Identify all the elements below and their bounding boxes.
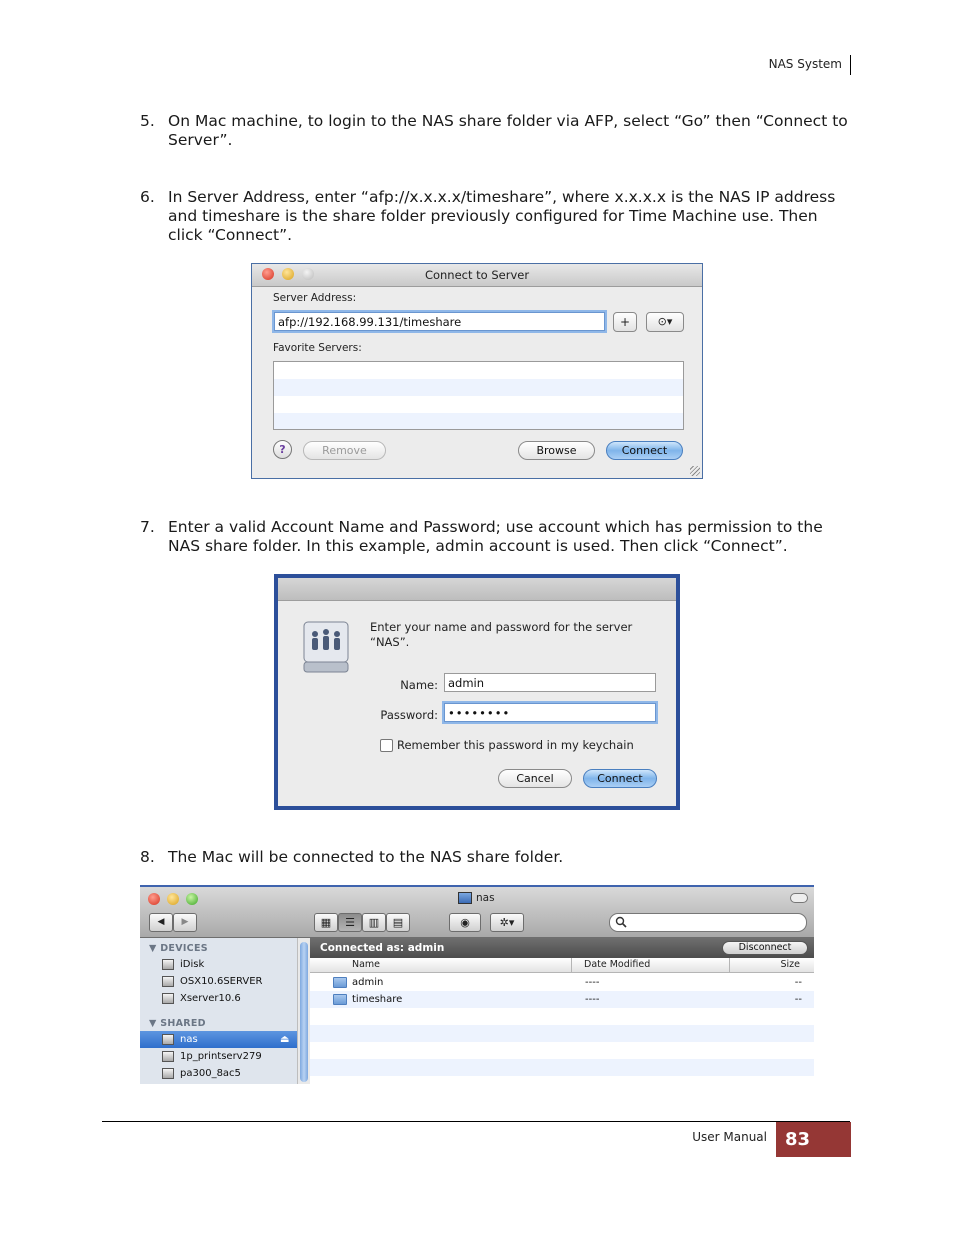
devices-header: ▼ DEVICES [149, 943, 208, 954]
column-header-name[interactable] [310, 958, 572, 973]
favorite-servers-label: Favorite Servers: [273, 342, 362, 354]
resize-handle-icon[interactable] [690, 466, 700, 476]
list-view-button[interactable]: ☰ [338, 913, 362, 932]
password-input[interactable]: •••••••• [444, 703, 656, 722]
step-number: 5. [140, 112, 155, 130]
finder-toolbar [140, 887, 814, 938]
sidebar-item-label: OSX10.6SERVER [180, 976, 263, 987]
dialog-titlebar [252, 264, 702, 287]
search-icon [615, 916, 627, 928]
server-address-input[interactable]: afp://192.168.99.131/timeshare [274, 312, 605, 331]
sheet-titlebar [278, 578, 676, 601]
step-text: Enter a valid Account Name and Password; use account which has permission to the NAS share folder. In this example, admin account is used. Then click “Connect”. [168, 518, 823, 555]
file-name: admin [352, 977, 384, 988]
server-icon [162, 976, 174, 987]
computer-icon [162, 1051, 174, 1062]
minimize-icon[interactable] [167, 893, 179, 905]
column-header-label: Name [352, 959, 381, 970]
remove-button[interactable]: Remove [303, 441, 386, 460]
header-divider [850, 55, 851, 75]
step-5 [140, 112, 855, 150]
column-header-size[interactable] [730, 958, 814, 973]
network-drive-icon [300, 618, 352, 674]
step-8 [140, 848, 855, 867]
column-view-button[interactable]: ▥ [362, 913, 386, 932]
list-row [274, 396, 683, 413]
footer-divider [102, 1121, 850, 1122]
zoom-icon[interactable] [186, 893, 198, 905]
name-input[interactable]: admin [444, 673, 656, 692]
running-header: NAS System [768, 57, 842, 71]
remember-password-label: Remember this password in my keychain [397, 738, 634, 752]
recent-servers-button[interactable]: ⊙▾ [646, 312, 684, 332]
step-number: 8. [140, 848, 155, 866]
connected-as-label: Connected as: admin [320, 942, 445, 954]
step-number: 6. [140, 188, 155, 206]
file-date: ---- [585, 994, 600, 1005]
action-gear-button[interactable]: ✲▾ [490, 913, 524, 932]
empty-row [310, 1059, 814, 1076]
password-label: Password: [380, 708, 438, 722]
sidebar-scrollbar[interactable] [297, 938, 310, 1084]
cancel-button[interactable]: Cancel [498, 769, 572, 788]
browse-button[interactable]: Browse [518, 441, 595, 460]
server-icon [162, 993, 174, 1004]
close-icon[interactable] [148, 893, 160, 905]
login-prompt: Enter your name and password for the server “NAS”. [370, 620, 633, 649]
sidebar-item-label: pa300_8ac5 [180, 1068, 241, 1079]
shared-header: ▼ SHARED [149, 1018, 206, 1029]
folder-icon [333, 977, 347, 988]
disk-icon [162, 959, 174, 970]
file-size: -- [794, 977, 802, 988]
file-size: -- [794, 994, 802, 1005]
step-text: In Server Address, enter “afp://x.x.x.x/timeshare”, where x.x.x.x is the NAS IP address and timeshare is the share folder previously configured for Time Machine use. Then click “Connect”. [168, 188, 836, 244]
footer-label: User Manual [692, 1130, 767, 1144]
step-6 [140, 188, 855, 245]
icon-view-button[interactable]: ▦ [314, 913, 338, 932]
sidebar-item-idisk[interactable] [140, 956, 297, 973]
login-sheet [278, 578, 676, 806]
step-number: 7. [140, 518, 155, 536]
page-number: 83 [785, 1129, 811, 1150]
sidebar-item-label: iDisk [180, 959, 205, 970]
connection-bar [310, 938, 814, 958]
empty-row [310, 1042, 814, 1059]
finder-content [310, 938, 814, 1084]
connect-to-server-dialog [251, 263, 703, 479]
quicklook-button[interactable]: ◉ [449, 913, 481, 932]
disconnect-button[interactable]: Disconnect [722, 941, 808, 955]
table-row[interactable] [310, 991, 814, 1008]
step-7 [140, 518, 855, 556]
window-title: nas [476, 892, 495, 904]
sidebar-item-pa300[interactable] [140, 1065, 297, 1082]
empty-row [310, 1008, 814, 1025]
add-favorite-button[interactable]: + [613, 312, 637, 332]
column-header-label: Date Modified [584, 959, 651, 970]
window-folder-icon [458, 892, 472, 904]
sidebar-item-osx-server[interactable] [140, 973, 297, 990]
forward-button[interactable]: ▶ [173, 913, 197, 932]
favorite-servers-list[interactable] [273, 361, 684, 430]
connect-button[interactable]: Connect [606, 441, 683, 460]
back-button[interactable]: ◀ [149, 913, 173, 932]
dialog-title: Connect to Server [424, 268, 530, 282]
file-date: ---- [585, 977, 600, 988]
login-dialog [274, 574, 680, 810]
toolbar-toggle-icon[interactable] [790, 893, 808, 903]
finder-window [140, 885, 814, 1084]
sidebar-item-nas[interactable] [140, 1031, 297, 1048]
page-number-box [776, 1122, 851, 1157]
step-text: The Mac will be connected to the NAS share folder. [168, 848, 564, 866]
scrollbar-thumb[interactable] [300, 942, 308, 1082]
computer-icon [162, 1034, 174, 1045]
connect-button[interactable]: Connect [583, 769, 657, 788]
list-row [274, 379, 683, 396]
sidebar-item-label: 1p_printserv279 [180, 1051, 262, 1062]
sidebar-item-label: Xserver10.6 [180, 993, 241, 1004]
list-row [274, 362, 683, 379]
server-address-label: Server Address: [273, 292, 357, 304]
folder-icon [333, 994, 347, 1005]
list-row [274, 413, 683, 430]
sidebar-item-xserver[interactable] [140, 990, 297, 1007]
help-icon[interactable]: ? [273, 440, 292, 459]
empty-row [310, 1025, 814, 1042]
computer-icon [162, 1068, 174, 1079]
table-row[interactable] [310, 974, 814, 991]
remember-password-checkbox[interactable] [380, 739, 393, 752]
finder-sidebar [140, 938, 298, 1084]
step-text: On Mac machine, to login to the NAS share folder via AFP, select “Go” then “Connect to Server”. [168, 112, 848, 149]
sidebar-item-label: nas [180, 1034, 198, 1045]
search-input[interactable] [609, 913, 807, 932]
column-header-label: Size [780, 959, 800, 970]
column-header-date[interactable] [572, 958, 730, 973]
file-name: timeshare [352, 994, 403, 1005]
sidebar-item-printserver[interactable] [140, 1048, 297, 1065]
coverflow-view-button[interactable]: ▤ [386, 913, 410, 932]
eject-icon[interactable]: ⏏ [280, 1034, 290, 1045]
name-label: Name: [400, 678, 438, 692]
